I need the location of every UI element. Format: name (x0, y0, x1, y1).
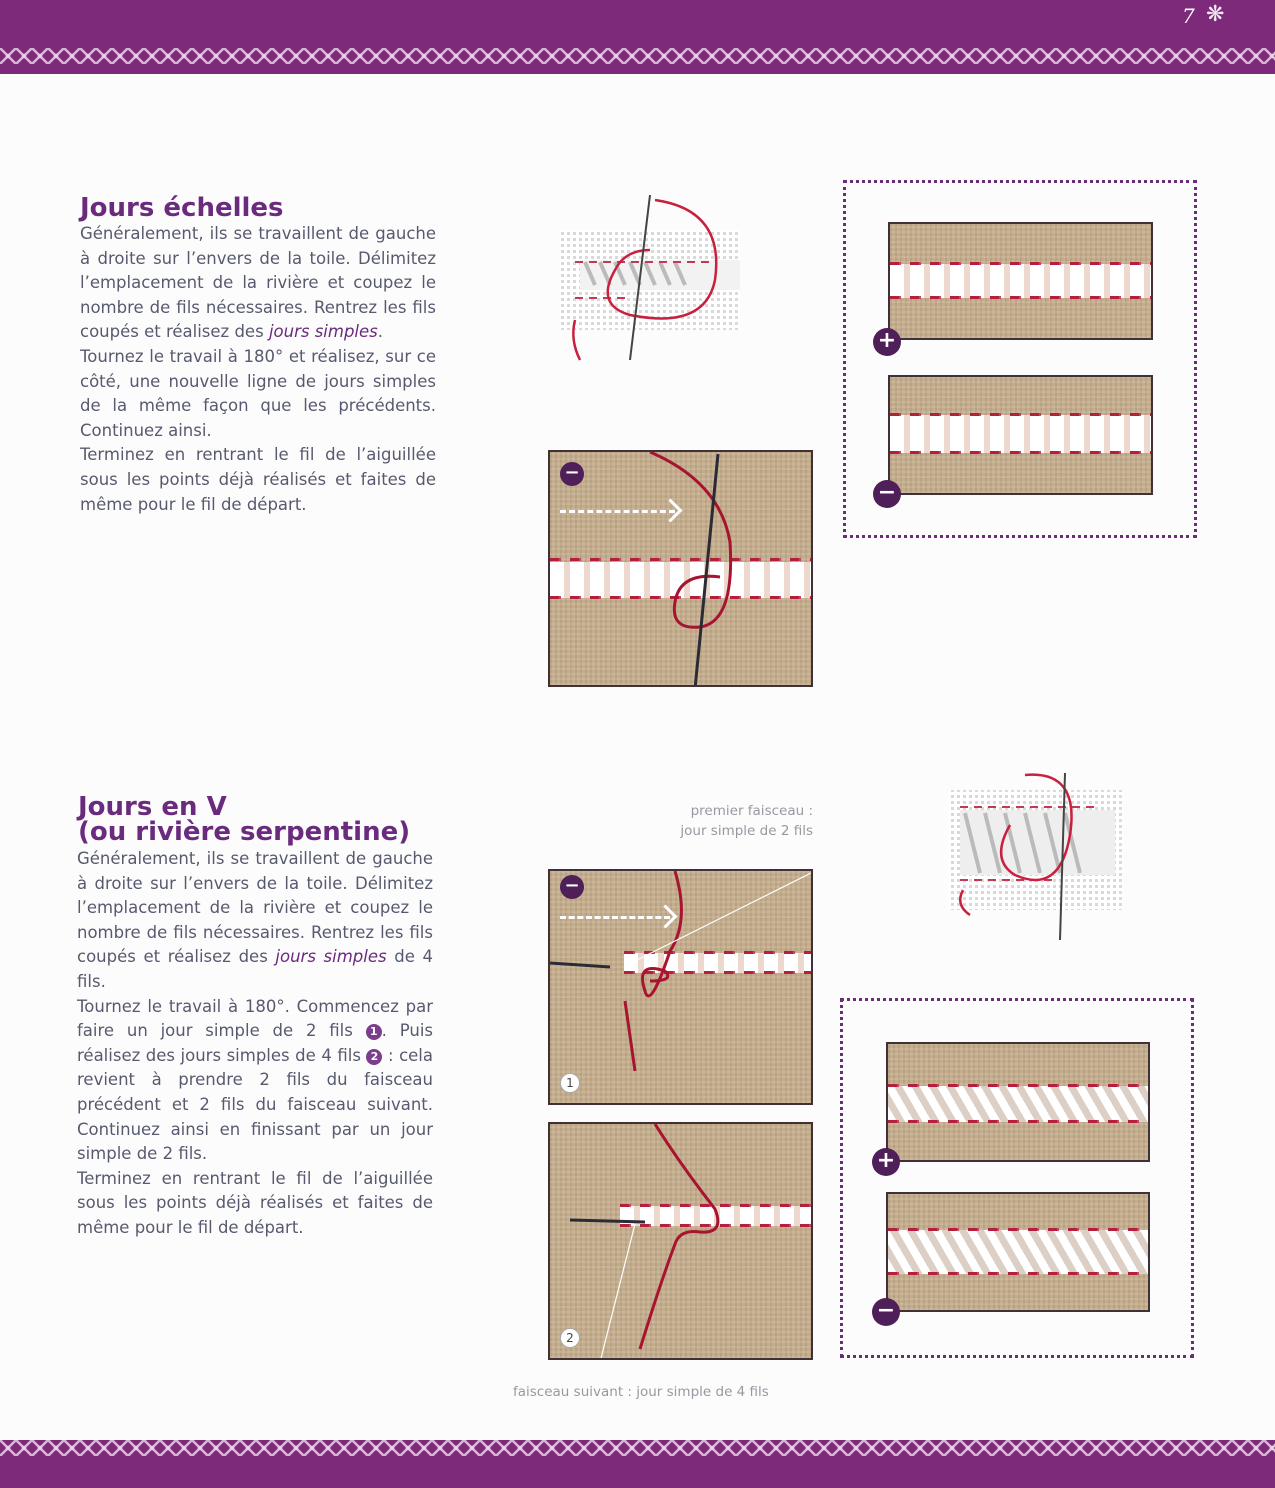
caption-first-bundle: premier faisceau : jour simple de 2 fils (680, 803, 813, 839)
step-1-label: 1 (560, 1073, 580, 1093)
step-2-badge: 2 (366, 1049, 382, 1065)
plus-marker-icon: + (873, 328, 901, 356)
needle-diagram-1 (555, 190, 755, 365)
header-band (0, 0, 1275, 74)
section1-paragraph-2: Tournez le travail à 180° et réalisez, sur ce côté, une nouvelle ligne de jours simples de la même façon que les précédents. Continuez ainsi. (80, 346, 436, 440)
step-1-badge: 1 (366, 1024, 382, 1040)
section1-paragraph-1: Généralement, ils se travaillent de gauche à droite sur l’envers de la toile. Délimitez l’emplacement de la rivière et coupez le nombre de fils nécessaires. Rentrez les fils coupés et réalisez des jours simples. (80, 224, 436, 342)
section2-body (77, 847, 433, 1241)
photo-bad-result-v (886, 1192, 1150, 1312)
section2-paragraph-1: Généralement, ils se travaillent de gauche à droite sur l’envers de la toile. Délimitez l’emplacement de la rivière et coupez le nombre de fils nécessaires. Rentrez les fils coupés et réalisez des jours simples de 4 fils. (77, 849, 433, 991)
photo-stitching-step (548, 450, 813, 687)
header-pattern (0, 48, 1275, 64)
minus-marker-icon: − (560, 462, 584, 486)
photo-good-result-v (886, 1042, 1150, 1162)
page-number: 7 (1182, 4, 1195, 28)
section2-title-line2: (ou rivière serpentine) (78, 817, 411, 847)
minus-marker-icon: − (873, 480, 901, 508)
section2-paragraph-2: Tournez le travail à 180°. Commencez par faire un jour simple de 2 fils 1 . Puis réalisez des jours simples de 4 fils 2 : cela revient à prendre 2 fils du faisceau précédent et 2 fils du faisceau suivant. Continuez ainsi en finissant par un jour simple de 2 fils. (77, 996, 433, 1164)
section2-title-line1: Jours en V (78, 792, 227, 822)
section2-paragraph-3: Terminez en rentrant le fil de l’aiguillée sous les points déjà réalisés et faites de même pour le fil de départ. (77, 1168, 433, 1237)
minus-marker-icon: − (872, 1298, 900, 1326)
photo-good-result (888, 222, 1153, 340)
ornament-icon: ❋ (1206, 2, 1225, 27)
needle-diagram-2 (945, 765, 1130, 945)
photo-bad-result (888, 375, 1153, 495)
photo-step-2 (548, 1122, 813, 1360)
section1-body (80, 222, 436, 517)
footer-pattern (0, 1440, 1275, 1456)
step-2-label: 2 (560, 1328, 580, 1348)
plus-marker-icon: + (872, 1148, 900, 1176)
minus-marker-icon: − (560, 875, 584, 899)
caption-next-bundle: faisceau suivant : jour simple de 4 fils (513, 1384, 769, 1400)
section1-title: Jours échelles (80, 193, 284, 223)
photo-step-1 (548, 869, 813, 1105)
section1-paragraph-3: Terminez en rentrant le fil de l’aiguillée sous les points déjà réalisés et faites de même pour le fil de départ. (80, 445, 436, 514)
footer-band (0, 1440, 1275, 1488)
